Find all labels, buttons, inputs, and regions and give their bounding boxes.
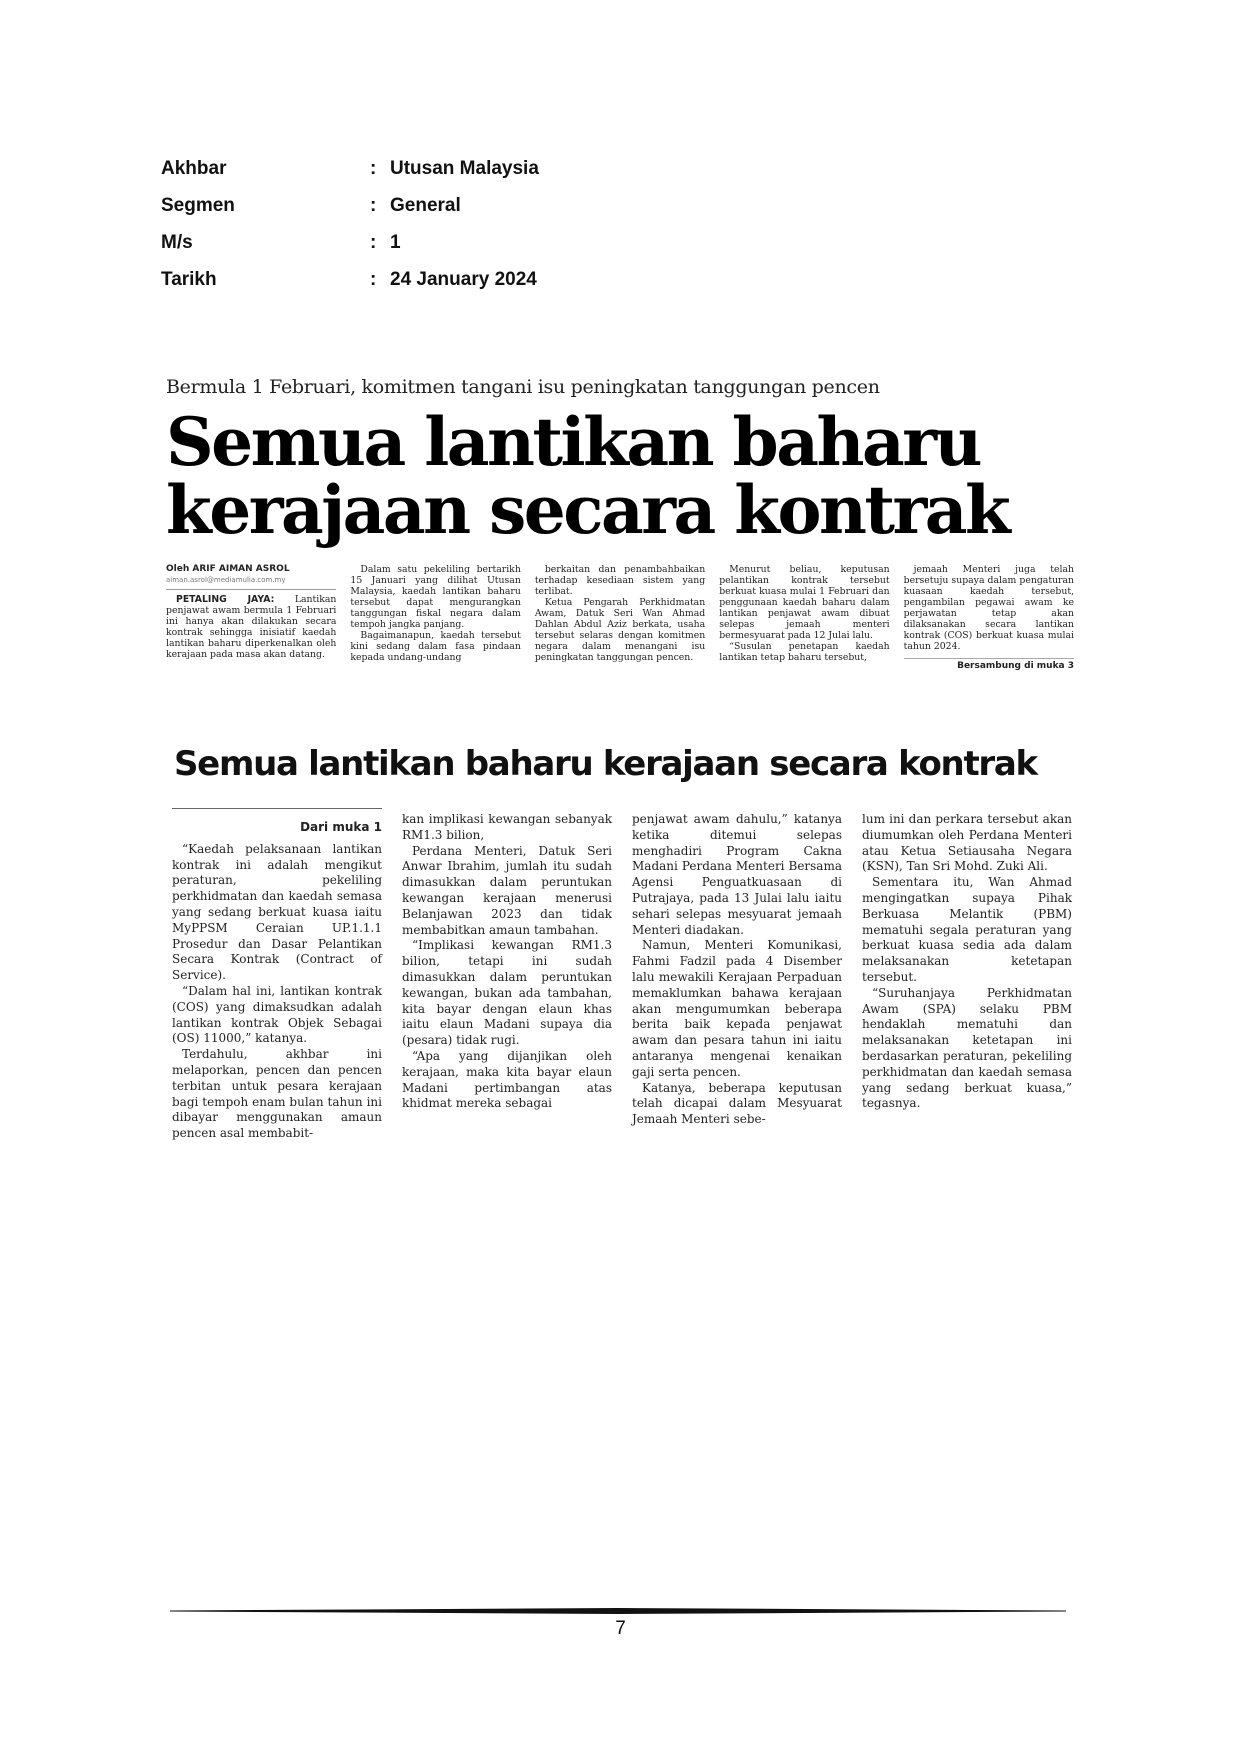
continuation-columns [172, 812, 1072, 1141]
paragraph: “Kaedah pelaksanaan lantikan kontrak ini adalah mengikut peraturan, pekeliling perkhidmatan dan kaedah semasa yang sedang berkuat kuasa iaitu MyPPSM Ceraian UP.1.1.1 Prosedur dan Dasar Pelantikan Secara Kontrak (Contract of Service). [172, 841, 382, 983]
paragraph: berkaitan dan penambahbaikan terhadap kesediaan sistem yang terlibat. [534, 564, 706, 597]
continuation-column-2 [402, 812, 612, 1132]
paragraph: “Implikasi kewangan RM1.3 bilion, tetapi ini sudah dimasukkan dalam peruntukan kewangan, bukan ada tambahan, kita bayar dengan elaun khas iaitu elaun Madani supaya dia (pesara) tidak rugi. [402, 938, 612, 1048]
author-email: aiman.asrol@mediamulia.com.my [166, 575, 336, 590]
article-kicker: Bermula 1 Februari, komitmen tangani isu peningkatan tanggungan pencen [166, 376, 880, 398]
from-page-note: Dari muka 1 [300, 820, 382, 834]
meta-value: Utusan Malaysia [390, 157, 539, 179]
meta-colon: : [370, 231, 377, 253]
paragraph: Perdana Menteri, Datuk Seri Anwar Ibrahim, jumlah itu sudah dimasukkan dalam peruntukan kewangan kerajaan menerusi Belanjawan 2023 dan tidak membabitkan amaun tambahan. [402, 843, 612, 937]
dateline: PETALING JAYA: [176, 594, 275, 605]
article-headline [166, 403, 1074, 549]
paragraph: Bagaimanapun, kaedah tersebut kini sedang dalam fasa pindaan kepada undang-undang [350, 630, 521, 663]
meta-label: Tarikh [161, 268, 217, 290]
paragraph: Namun, Menteri Komunikasi, Fahmi Fadzil pada 4 Disember lalu mewakili Kerajaan Perpaduan memaklumkan bahawa kerajaan akan mengumumkan beberapa berita baik kepada penjawat awam dan pesara tahun ini iaitu antaranya mengenai kenaikan gaji serta pencen. [632, 938, 842, 1079]
paragraph: Ketua Pengarah Perkhidmatan Awam, Datuk Seri Wan Ahmad Dahlan Abdul Aziz berkata, usaha tersebut selaras dengan komitmen negara dalam menangani isu peningkatan tanggungan pencen. [534, 597, 706, 663]
byline: Oleh ARIF AIMAN ASROL [166, 564, 290, 574]
meta-value: 24 January 2024 [390, 268, 537, 290]
continuation-headline: Semua lantikan baharu kerajaan secara kontrak [174, 744, 1037, 784]
paragraph: “Suruhanjaya Perkhidmatan Awam (SPA) selaku PBM hendaklah mematuhi dan melaksanakan ketetapan ini berdasarkan peraturan, pekeliling perkhidmatan dan kaedah semasa yang sedang berkuat kuasa,” tegasnya. [862, 985, 1072, 1111]
article-column-2 [350, 564, 520, 694]
article-column-4 [719, 564, 889, 694]
headline-line-2: kerajaan secara kontrak [166, 471, 1009, 549]
paragraph: “Apa yang dijanjikan oleh kerajaan, maka kita bayar elaun Madani pertimbangan atas khidmat mereka sebagai [402, 1048, 612, 1111]
paragraph: “Dalam hal ini, lantikan kontrak (COS) yang dimaksudkan adalah lantikan kontrak Objek Sebagai (OS) 11000,” katanya. [172, 983, 382, 1046]
continuation-column-4 [862, 812, 1072, 1132]
paragraph: Terdahulu, akhbar ini melaporkan, pencen dan pencen terbitan untuk pesara kerajaan bagi tempoh enam bulan tahun ini dibayar menggunakan amaun pencen asal membabit- [172, 1047, 382, 1141]
article-column-5 [904, 564, 1074, 694]
page-number: 7 [615, 1618, 626, 1639]
continuation-column-3 [632, 812, 842, 1132]
paragraph: penjawat awam dahulu,” katanya ketika ditemui selepas menghadiri Program Cakna Madani Perdana Menteri Bersama Agensi Penguatkuasaan di Putrajaya, pada 13 Julai lalu iaitu sehari selepas mesyuarat jemaah Menteri diadakan. [632, 812, 842, 937]
meta-label: Segmen [161, 194, 235, 216]
continuation-column-1 [172, 812, 382, 1141]
paragraph: Katanya, beberapa keputusan telah dicapai dalam Mesyuarat Jemaah Menteri sebe- [632, 1080, 842, 1127]
article-column-1 [166, 564, 336, 694]
article-column-3 [535, 564, 705, 694]
headline-line-1: Semua lantikan baharu [166, 403, 980, 481]
meta-value: General [390, 194, 461, 216]
lead-paragraph: PETALING JAYA: Lantikan penjawat awam bermula 1 Februari ini hanya akan dilakukan secara kontrak sehingga inisiatif kaedah lantikan baharu diperkenalkan oleh kerajaan pada masa akan datang. [166, 594, 337, 660]
paragraph: Menurut beliau, keputusan pelantikan kontrak tersebut berkuat kuasa mulai 1 Februari dan penggunaan kaedah baharu dalam lantikan penjawat awam dibuat selepas jemaah menteri bermesyuarat pada 12 Julai lalu. [719, 564, 890, 641]
clipping-front-page [166, 376, 1074, 549]
meta-label: M/s [161, 231, 193, 253]
footer-rule [170, 1608, 1066, 1614]
continued-note: Bersambung di muka 3 [904, 658, 1074, 672]
meta-row-newspaper [161, 150, 761, 187]
meta-row-date [161, 261, 761, 298]
metadata-table [161, 150, 761, 298]
meta-row-page [161, 224, 761, 261]
meta-colon: : [370, 268, 377, 290]
meta-colon: : [370, 194, 377, 216]
meta-row-segment [161, 187, 761, 224]
paragraph: Dalam satu pekeliling bertarikh 15 Januari yang dilihat Utusan Malaysia, kaedah lantikan baharu tersebut dapat mengurangkan tanggungan fiskal negara dalam tempoh jangka panjang. [350, 564, 521, 630]
paragraph: lum ini dan perkara tersebut akan diumumkan oleh Perdana Menteri atau Ketua Setiausaha Negara (KSN), Tan Sri Mohd. Zuki Ali. [862, 812, 1072, 874]
paragraph: Sementara itu, Wan Ahmad mengingatkan supaya Pihak Berkuasa Melantik (PBM) mematuhi segala peraturan yang berkuat kuasa sedia ada dalam melaksanakan ketetapan tersebut. [862, 875, 1072, 984]
front-page-columns [166, 564, 1074, 694]
paragraph: jemaah Menteri juga telah bersetuju supaya dalam pengaturan kuasaan kaedah tersebut, pengambilan pegawai awam ke perjawatan tetap akan dilaksanakan secara lantikan kontrak (COS) berkuat kuasa mulai tahun 2024. [903, 564, 1075, 652]
meta-label: Akhbar [161, 157, 227, 179]
divider [172, 808, 382, 809]
paragraph: kan implikasi kewangan sebanyak RM1.3 bilion, [402, 812, 612, 842]
meta-colon: : [370, 157, 377, 179]
meta-value: 1 [390, 231, 401, 253]
paragraph: “Susulan penetapan kaedah lantikan tetap baharu tersebut, [719, 641, 890, 663]
